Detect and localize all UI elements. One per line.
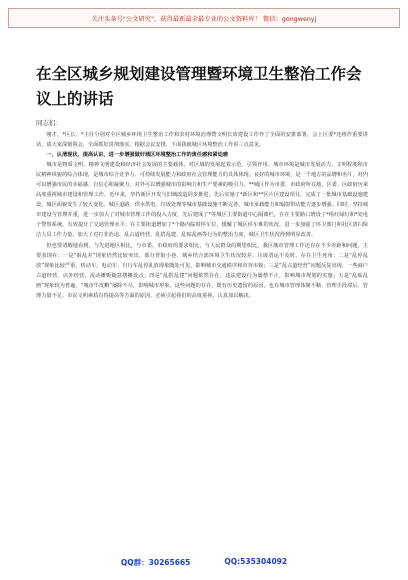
banner-text: 关注头条号"公文研究"，获得最新最全最专业的公文资料库！ 微信：gongwenyj [91,15,317,23]
contact-footer [0,557,408,568]
section-heading: 一、认清现状，提高认识，进一步增强做好城区环境整治工作的责任感和紧迫感 [46,152,228,159]
paragraph: 刚才，*区长、*主任分别对全区城乡环境卫生整治工作和农村环境治理暨文明长效建设工作作了全面的安排部署，会上区委*还将作重要讲话，请大家深刻领会，全面抓好贯彻落实。根据会议安排，下面我就城区环境整治工作讲三点意见。 [36,132,368,149]
salutation: 同志们： [36,119,62,127]
paragraph: 但也要清醒地看到，与先进地区相比，与市委、市政府的要求相比，与人民群众的期望相比，我区城市管理工作还存在不少差距和问题，主要表现在：一是“脏乱差”现象仍然比较突出。部分背街小巷、城乡结合部环境卫生状况较差，垃圾清运不及时，存在卫生死角；二是“乱停乱放”现象比较严重，机动车、电动车、自行车乱停乱放现象随处可见，影响城市交通秩序和市容市貌；三是“乱占道经营”问题反复出现，一些商户占道经营、店外经营，流动摊贩随意摆摊设点；四是“乱搭乱建”问题依然存在，违法建设行为屡禁不止，影响城市规划的实施；五是“乱贴乱画”现象较为普遍，“城市牛皮癣”屡除不尽，影响城市形象。这些问题的存在，既有历史遗留的原因，也有城市管理体制不顺、管理手段滞后、管理力量不足、市民文明素质有待提高等方面的原因，必须引起我们的高度重视，认真加以解决。 [36,242,368,299]
document-body [36,130,368,548]
document-title: 在全区城乡规划建设管理暨环境卫生整治工作会议上的讲话 [36,65,362,108]
promo-banner [8,8,400,28]
paragraph: 城市是物质文明、精神文明建设和经济社会发展的主要载体，对区域的发展起着示范、引领作用。城市环境是城市发展活力、文明程度和市民精神风貌的综合体现，是城市综合竞争力、可持续发展能力和政府社会管理能力的具体体现。良好的城市环境，是一个地方的品牌和名片，对内可以增强市民的幸福感、自信心和凝聚力，对外可以增强城市的影响力和生产要素的吸引力。**城区作为市委、市政府所在地，区委、区政府历来高度重视城市建设和管理工作。近年来，坚持新区开发与旧城改造同步推进，先后实施了*新区和**区片区建设项目，完成了一批城市基础设施建设，城区面貌发生了较大变化。城区道路、供水供电、垃圾处理等城市基础设施不断完善，城市承载能力和辐射带动能力逐步增强。同时，坚持城市建设与管理并重，进一步加大了对城市管理工作的投入力度，先后建成了*等城区主要街道中心隔离栏，在在主要路口增设了*组红绿灯和*处电子警察系统，有效提升了交通管理水平；在主要街道增加了*个路内临时停车位，缓解了城区停车难的状况，进一步加强了环卫部门和社区清扫保洁人员工作力量。加大了对打非治违、乱占道经营、乱搭乱建、乱贴乱画等行为的整治力度，城区卫生状况得到明显改善。 [36,162,368,239]
qq-text: QQ:535304092 [224,557,288,566]
qq-group-text: QQ群：30265665 [120,558,191,567]
